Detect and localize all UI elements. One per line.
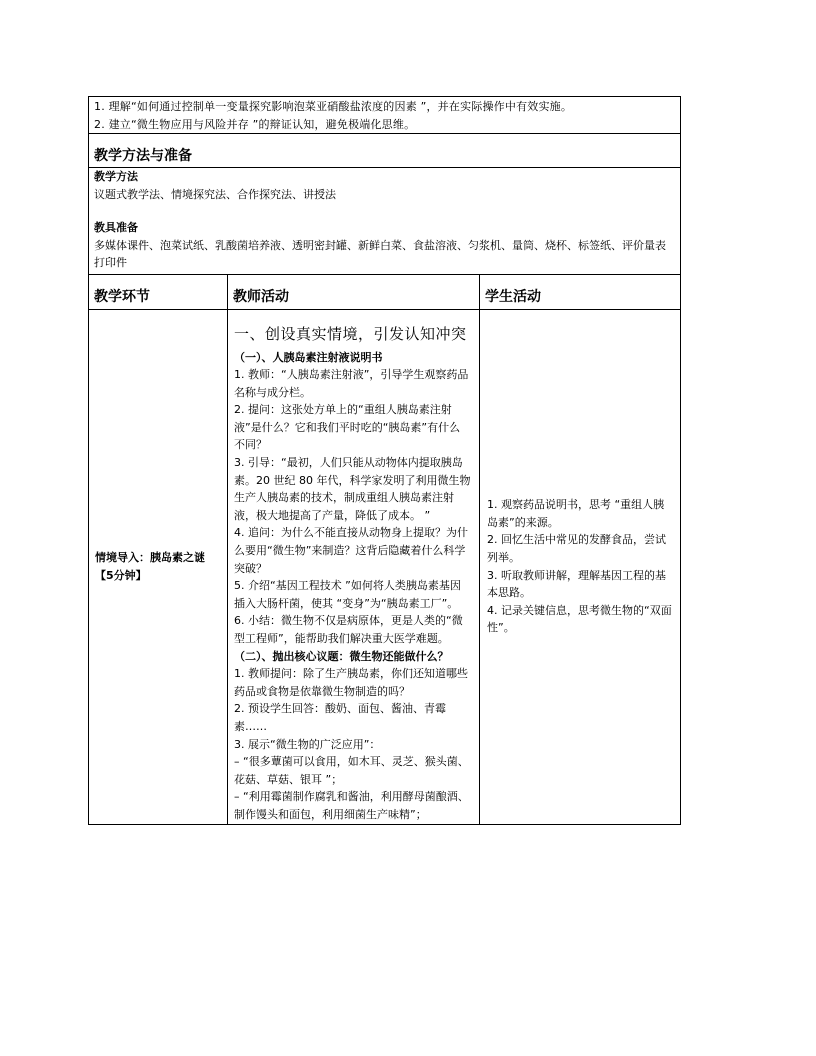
prep-text: 多媒体课件、泡菜试纸、乳酸菌培养液、透明密封罐、新鲜白菜、食盐溶液、匀浆机、量筒、烧杯、标签纸、评价量表打印件	[94, 238, 666, 269]
teacher-heading: 一、创设真实情境，引发认知冲突	[234, 324, 467, 343]
teacher-item: 6. 小结：微生物不仅是病原体，更是人类的“微型工程师”，能帮助我们解决重大医学难题。	[234, 614, 463, 645]
lesson-plan-table	[88, 96, 681, 825]
objective-item: 2. 建立“微生物应用与风险并存 ”的辩证认知，避免极端化思维。	[94, 117, 416, 131]
teacher-item: 2. 预设学生回答：酸奶、面包、酱油、青霉素……	[234, 702, 446, 733]
teacher-item: 1. 教师提问：除了生产胰岛素，你们还知道哪些药品或食物是依靠微生物制造的吗？	[234, 667, 468, 698]
stage-cell	[89, 309, 228, 824]
student-activity-cell	[480, 309, 681, 824]
teacher-item: 5. 介绍“基因工程技术 ”如何将人类胰岛素基因插入大肠杆菌，使其 “变身”为“胰岛素工厂”。	[234, 579, 461, 610]
teacher-subheading: （一）、人胰岛素注射液说明书	[234, 350, 383, 364]
teacher-item: 3. 引导：“最初，人们只能从动物体内提取胰岛素。20 世纪 80 年代，科学家发明了利用微生物生产人胰岛素的技术，制成重组人胰岛素注射液，极大地提高了产量，降低了成本。 ”	[234, 456, 471, 522]
activity-row	[89, 309, 681, 824]
teacher-activity-cell	[228, 309, 480, 824]
student-item: 1. 观察药品说明书，思考 “重组人胰岛素”的来源。	[487, 498, 665, 529]
methods-section-title: 教学方法与准备	[89, 134, 681, 168]
objectives-row	[89, 97, 681, 134]
methods-content-row	[89, 168, 681, 275]
methods-cell	[89, 168, 681, 275]
teacher-item: – “很多蕈菌可以食用，如木耳、灵芝、猴头菌、花菇、草菇、银耳 ”；	[234, 755, 469, 786]
stage-column-header: 教学环节	[89, 274, 228, 309]
student-item: 3. 听取教师讲解，理解基因工程的基本思路。	[487, 568, 666, 600]
teacher-item: 2. 提问：这张处方单上的“重组人胰岛素注射液”是什么？它和我们平时吃的“胰岛素”有什么不同？	[234, 403, 461, 452]
teacher-item: 4. 追问：为什么不能直接从动物身上提取？为什么要用“微生物”来制造？这背后隐藏着什么科学突破？	[234, 526, 468, 575]
column-header-row	[89, 274, 681, 309]
objectives-cell	[89, 97, 681, 134]
stage-label: 情境导入：胰岛素之谜【5分钟】	[95, 551, 205, 582]
teacher-subheading: （二）、抛出核心议题：微生物还能做什么？	[234, 649, 449, 663]
teacher-item: 1. 教师：“人胰岛素注射液”，引导学生观察药品名称与成分栏。	[234, 368, 469, 399]
student-column-header: 学生活动	[480, 274, 681, 309]
method-text: 议题式教学法、情境探究法、合作探究法、讲授法	[94, 187, 336, 201]
student-item: 2. 回忆生活中常见的发酵食品，尝试列举。	[487, 533, 666, 564]
methods-header-row	[89, 134, 681, 168]
student-item: 4. 记录关键信息，思考微生物的“双面性”。	[487, 603, 672, 635]
teacher-item: 3. 展示“微生物的广泛应用”：	[234, 737, 381, 751]
method-label: 教学方法	[94, 170, 138, 183]
teacher-item: – “利用霉菌制作腐乳和酱油，利用酵母菌酿酒、制作馒头和面包，利用细菌生产味精”；	[234, 790, 469, 821]
teacher-column-header: 教师活动	[228, 274, 480, 309]
objective-item: 1. 理解“如何通过控制单一变量探究影响泡菜亚硝酸盐浓度的因素 ”，并在实际操作中有效实施。	[94, 100, 573, 113]
prep-label: 教具准备	[94, 221, 138, 234]
